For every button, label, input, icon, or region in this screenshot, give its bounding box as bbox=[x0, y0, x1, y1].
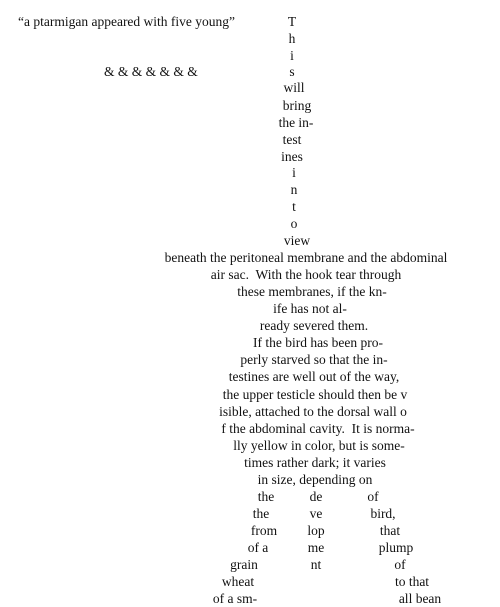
left-leg-word: the bbox=[257, 489, 275, 504]
left-leg-word: of a sm- bbox=[212, 591, 258, 606]
column-word: view bbox=[283, 233, 311, 248]
body-line: these membranes, if the kn- bbox=[237, 284, 387, 299]
column-word: ines bbox=[281, 149, 303, 164]
middle-leg-syllable: lop bbox=[307, 523, 325, 538]
right-leg-word: of bbox=[367, 489, 379, 504]
body-line: ready severed them. bbox=[259, 318, 369, 333]
column-letter: t bbox=[292, 199, 296, 214]
column-letter: s bbox=[289, 64, 295, 79]
right-leg-word: that bbox=[379, 523, 401, 538]
middle-leg-syllable: me bbox=[307, 540, 325, 555]
body-line: beneath the peritoneal membrane and the abdominal bbox=[164, 250, 448, 265]
column-word: test bbox=[282, 132, 302, 147]
body-line: the upper testicle should then be v bbox=[222, 387, 408, 402]
body-line: ife has not al- bbox=[273, 301, 347, 316]
middle-leg-syllable: ve bbox=[309, 506, 323, 521]
column-letter: n bbox=[290, 182, 298, 197]
right-leg-word: all bean bbox=[398, 591, 442, 606]
body-line: isible, attached to the dorsal wall o bbox=[219, 404, 407, 419]
middle-leg-syllable: nt bbox=[310, 557, 322, 572]
left-leg-word: the bbox=[252, 506, 270, 521]
column-letter: i bbox=[290, 48, 294, 63]
left-leg-word: grain bbox=[230, 557, 258, 572]
column-word: will bbox=[283, 80, 305, 95]
body-line: air sac. With the hook tear through bbox=[210, 267, 402, 282]
ampersand-row: & & & & & & & bbox=[104, 64, 198, 79]
left-leg-word: wheat bbox=[221, 574, 255, 589]
body-line: lly yellow in color, but is some- bbox=[233, 438, 405, 453]
column-letter: T bbox=[287, 14, 297, 29]
right-leg-word: plump bbox=[378, 540, 414, 555]
body-line: in size, depending on bbox=[257, 472, 373, 487]
body-line: If the bird has been pro- bbox=[252, 335, 384, 350]
right-leg-word: of bbox=[394, 557, 406, 572]
column-word: the in- bbox=[278, 115, 314, 130]
right-leg-word: to that bbox=[394, 574, 430, 589]
column-letter: h bbox=[288, 31, 296, 46]
body-line: perly starved so that the in- bbox=[240, 352, 388, 367]
body-line: f the abdominal cavity. It is norma- bbox=[221, 421, 415, 436]
column-word: bring bbox=[282, 98, 312, 113]
middle-leg-syllable: de bbox=[309, 489, 323, 504]
left-leg-word: from bbox=[250, 523, 278, 538]
column-letter: o bbox=[290, 216, 298, 231]
left-leg-word: of a bbox=[247, 540, 269, 555]
epigraph-quote: “a ptarmigan appeared with five young” bbox=[18, 14, 236, 29]
body-line: testines are well out of the way, bbox=[228, 369, 400, 384]
column-letter: i bbox=[292, 165, 296, 180]
right-leg-word: bird, bbox=[370, 506, 396, 521]
body-line: times rather dark; it varies bbox=[244, 455, 386, 470]
